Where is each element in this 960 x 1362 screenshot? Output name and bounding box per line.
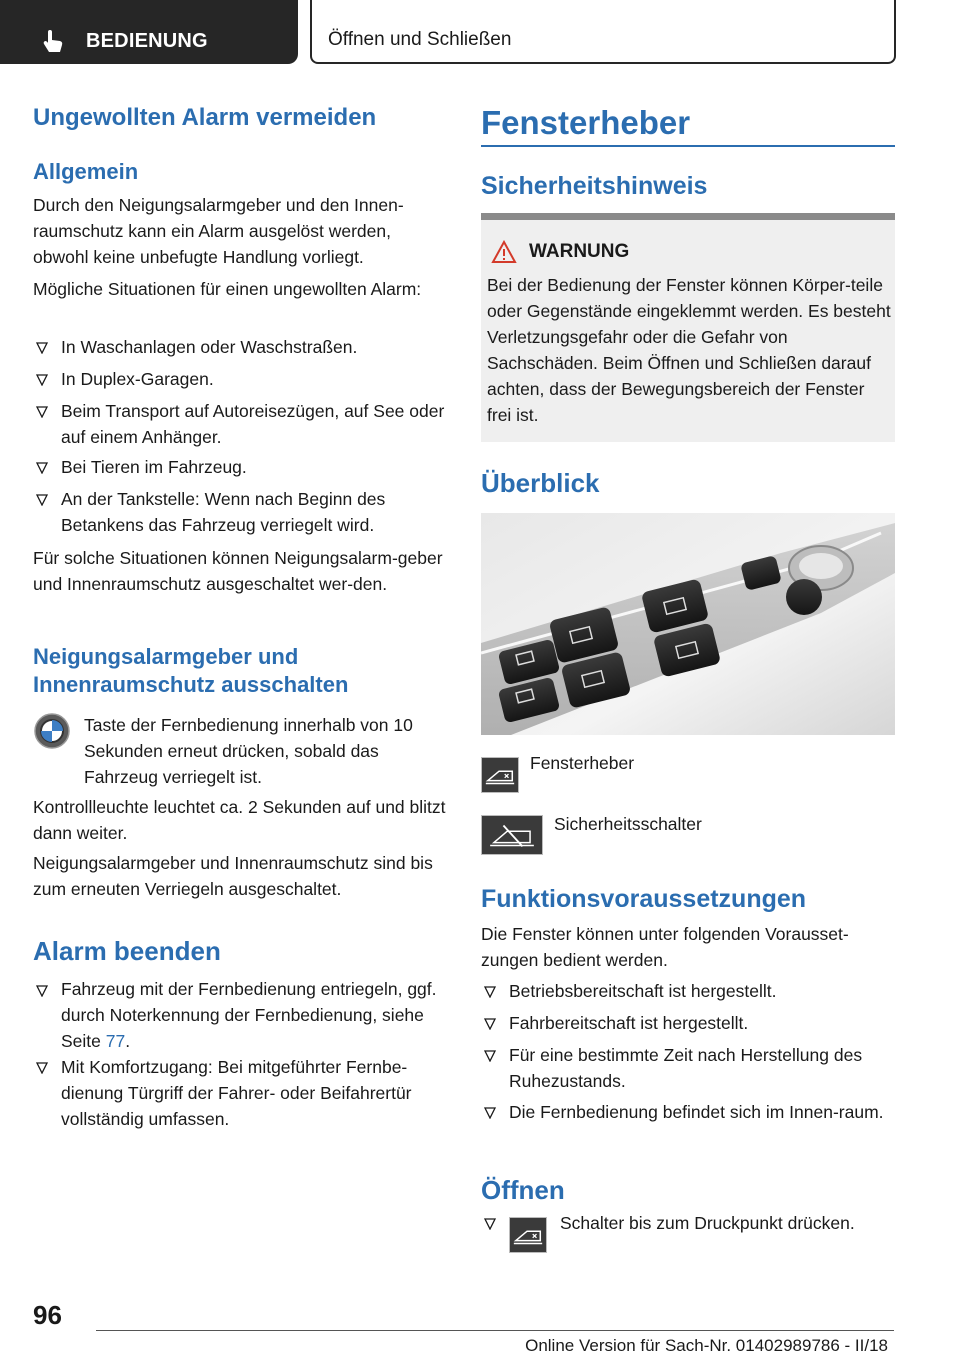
window-lift-symbol-icon xyxy=(481,757,519,793)
prereq-heading: Funktionsvoraussetzungen xyxy=(481,885,807,913)
triangle-bullet-icon xyxy=(484,1018,496,1030)
footer-divider xyxy=(96,1330,894,1331)
safety-heading: Sicherheitshinweis xyxy=(481,172,708,200)
safety-switch-symbol-icon xyxy=(481,815,543,855)
general-heading: Allgemein xyxy=(33,159,139,184)
list-item: Betriebsbereitschaft ist hergestellt. xyxy=(509,981,777,1001)
warning-triangle-icon xyxy=(491,240,517,264)
chapter-label: Öffnen und Schließen xyxy=(328,29,512,50)
warning-rule xyxy=(481,213,895,220)
window-lift-symbol-icon xyxy=(509,1217,547,1253)
end-item1-text: Fahrzeug mit der Fernbedienung entriegeln, ggf. durch Noterkennung der Fernbedienung, siehe Seite xyxy=(61,979,437,1051)
list-item: Fahrbereitschaft ist hergestellt. xyxy=(509,1013,749,1033)
title-divider xyxy=(481,145,895,147)
disable-text: Taste der Fernbedienung innerhalb von 10 Sekunden erneut drücken, sobald das Fahrzeug verriegelt ist. xyxy=(84,715,413,787)
legend-window-lift: Fensterheber xyxy=(530,753,635,773)
open-heading: Öffnen xyxy=(481,1175,565,1205)
page-link[interactable]: 77 xyxy=(105,1031,126,1051)
triangle-bullet-icon xyxy=(36,985,48,997)
warning-label: WARNUNG xyxy=(529,241,630,262)
triangle-bullet-icon xyxy=(36,374,48,386)
list-item: Bei Tieren im Fahrzeug. xyxy=(61,457,247,477)
open-item: Schalter bis zum Druckpunkt drücken. xyxy=(560,1213,855,1233)
triangle-bullet-icon xyxy=(484,1107,496,1119)
triangle-bullet-icon xyxy=(36,406,48,418)
list-item: Mit Komfortzugang: Bei mitgeführter Fernbe-dienung Türgriff der Fahrer- oder Beifahrertür vollständig umfassen. xyxy=(61,1057,412,1129)
disable-heading-line2: Innenraumschutz ausschalten xyxy=(33,672,349,697)
hand-icon xyxy=(40,28,66,54)
alarm-avoid-title: Ungewollten Alarm vermeiden xyxy=(33,104,377,131)
list-item xyxy=(61,976,447,1054)
list-item: In Duplex-Garagen. xyxy=(61,369,214,389)
warning-box xyxy=(481,220,895,442)
legend-safety-switch: Sicherheitsschalter xyxy=(554,814,702,834)
triangle-bullet-icon xyxy=(36,462,48,474)
list-item: In Waschanlagen oder Waschstraßen. xyxy=(61,337,358,357)
section-label: BEDIENUNG xyxy=(86,30,208,52)
remote-key-icon xyxy=(33,712,71,750)
alarm-end-heading: Alarm beenden xyxy=(33,936,221,966)
situations-outro: Für solche Situationen können Neigungsalarm-geber und Innenraumschutz ausgeschaltet wer-den. xyxy=(33,548,443,594)
end-item1-period: . xyxy=(125,1031,131,1051)
online-version-note: Online Version für Sach-Nr. 01402989786 - II/18 xyxy=(525,1336,888,1355)
triangle-bullet-icon xyxy=(484,1218,496,1230)
list-item: Die Fernbedienung befindet sich im Innen-raum. xyxy=(509,1102,884,1122)
triangle-bullet-icon xyxy=(36,342,48,354)
triangle-bullet-icon xyxy=(484,986,496,998)
disable-heading-line1: Neigungsalarmgeber und xyxy=(33,644,299,669)
situations-intro: Mögliche Situationen für einen ungewollten Alarm: xyxy=(33,279,422,299)
prereq-intro: Die Fenster können unter folgenden Vorausset-zungen bedient werden. xyxy=(481,924,849,970)
general-text: Durch den Neigungsalarmgeber und den Innen-raumschutz kann ein Alarm ausgelöst werden, obwohl keine unbefugte Handlung vorliegt. xyxy=(33,195,404,267)
off-text: Neigungsalarmgeber und Innenraumschutz sind bis zum erneuten Verriegeln ausgeschaltet. xyxy=(33,853,433,899)
window-switch-photo xyxy=(481,513,895,735)
list-item: Beim Transport auf Autoreisezügen, auf See oder auf einem Anhänger. xyxy=(61,401,445,447)
chapter-tab[interactable] xyxy=(310,0,896,64)
overview-heading: Überblick xyxy=(481,468,600,498)
list-item: Für eine bestimmte Zeit nach Herstellung des Ruhezustands. xyxy=(509,1045,863,1091)
triangle-bullet-icon xyxy=(484,1050,496,1062)
disable-text-indented xyxy=(84,712,447,790)
triangle-bullet-icon xyxy=(36,494,48,506)
warning-text: Bei der Bedienung der Fenster können Körper-teile oder Gegenstände eingeklemmt werden. Es besteht Verletzungsgefahr oder die Gefahr von Sachschäden. Beim Öffnen und Schließen darauf achten, dass der Bewegungsbereich der Fenster frei ist. xyxy=(487,275,891,425)
triangle-bullet-icon xyxy=(36,1062,48,1074)
window-lift-title: Fensterheber xyxy=(481,104,691,141)
section-tab[interactable] xyxy=(0,0,298,64)
lamp-text: Kontrollleuchte leuchtet ca. 2 Sekunden auf und blitzt dann weiter. xyxy=(33,797,446,843)
switch-panel-illustration xyxy=(481,513,895,735)
page-number: 96 xyxy=(33,1300,62,1330)
list-item: An der Tankstelle: Wenn nach Beginn des Betankens das Fahrzeug verriegelt wird. xyxy=(61,489,386,535)
